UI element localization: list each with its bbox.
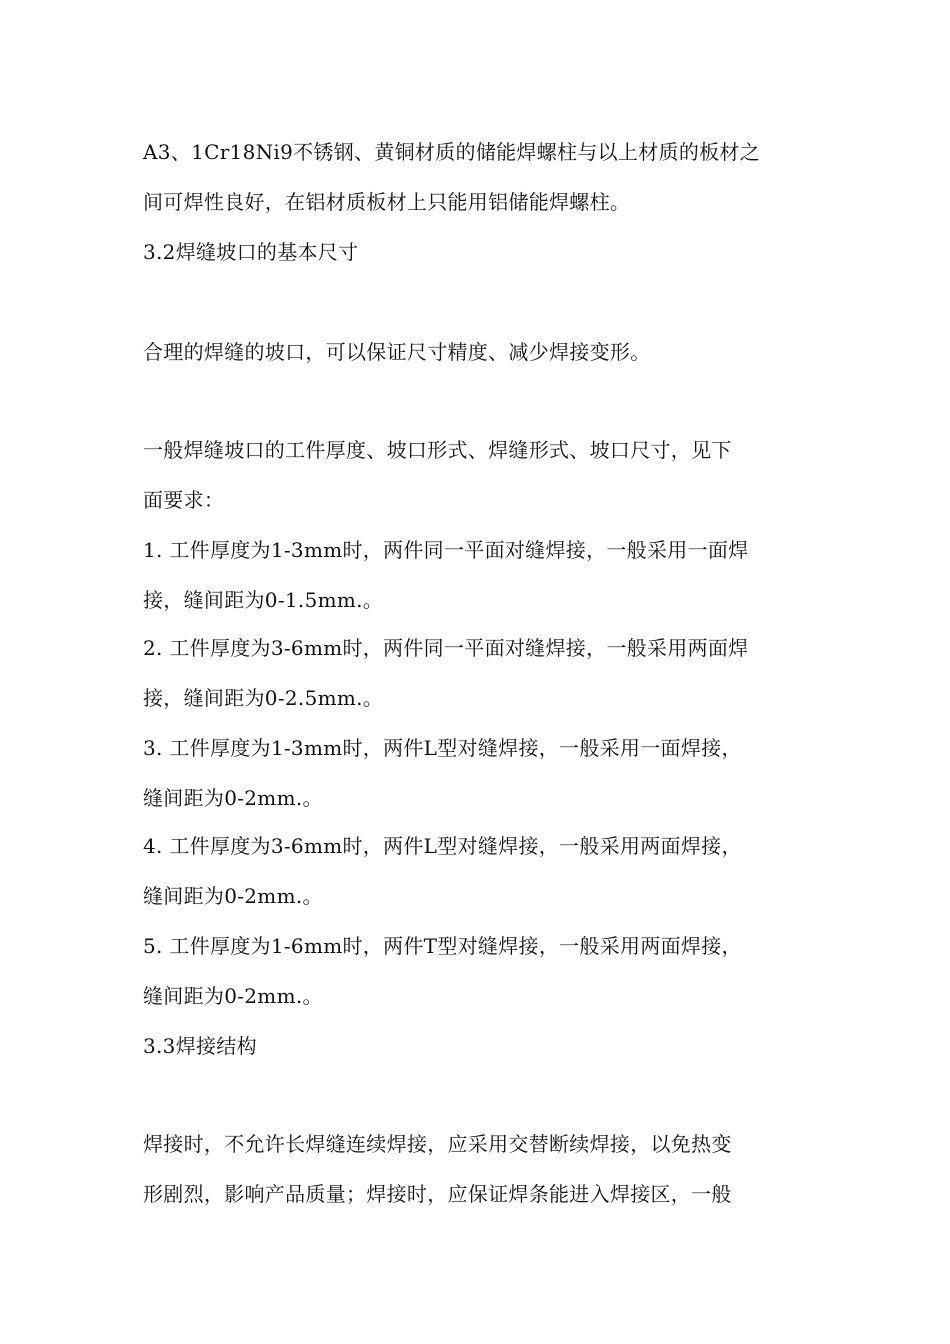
list-item-line: 接，缝间距为0-2.5mm.。 bbox=[143, 686, 384, 710]
list-item-line: 缝间距为0-2mm.。 bbox=[143, 786, 323, 810]
list-item-line: 接，缝间距为0-1.5mm.。 bbox=[143, 588, 384, 612]
list-item-line: 1. 工件厚度为1-3mm时，两件同一平面对缝焊接，一般采用一面焊 bbox=[143, 538, 749, 562]
section-heading-3-2: 3.2焊缝坡口的基本尺寸 bbox=[143, 240, 359, 264]
paragraph-line: 面要求： bbox=[143, 488, 225, 512]
paragraph-line: 焊接时，不允许长焊缝连续焊接，应采用交替断续焊接，以免热变 bbox=[143, 1132, 732, 1156]
paragraph-line: A3、1Cr18Ni9不锈钢、黄铜材质的储能焊螺柱与以上材质的板材之 bbox=[143, 140, 761, 164]
list-item-line: 2. 工件厚度为3-6mm时，两件同一平面对缝焊接，一般采用两面焊 bbox=[143, 636, 749, 660]
list-item-line: 4. 工件厚度为3-6mm时，两件L型对缝焊接，一般采用两面焊接， bbox=[143, 834, 742, 858]
list-item-line: 5. 工件厚度为1-6mm时，两件T型对缝焊接，一般采用两面焊接， bbox=[143, 934, 742, 958]
paragraph-line: 一般焊缝坡口的工件厚度、坡口形式、焊缝形式、坡口尺寸，见下 bbox=[143, 438, 732, 462]
list-item-line: 缝间距为0-2mm.。 bbox=[143, 884, 323, 908]
paragraph-line: 间可焊性良好，在铝材质板材上只能用铝储能焊螺柱。 bbox=[143, 190, 631, 214]
paragraph-line: 合理的焊缝的坡口，可以保证尺寸精度、减少焊接变形。 bbox=[143, 340, 651, 364]
section-heading-3-3: 3.3焊接结构 bbox=[143, 1034, 257, 1058]
list-item-line: 缝间距为0-2mm.。 bbox=[143, 984, 323, 1008]
list-item-line: 3. 工件厚度为1-3mm时，两件L型对缝焊接，一般采用一面焊接， bbox=[143, 736, 742, 760]
paragraph-line: 形剧烈，影响产品质量；焊接时，应保证焊条能进入焊接区，一般 bbox=[143, 1182, 732, 1206]
